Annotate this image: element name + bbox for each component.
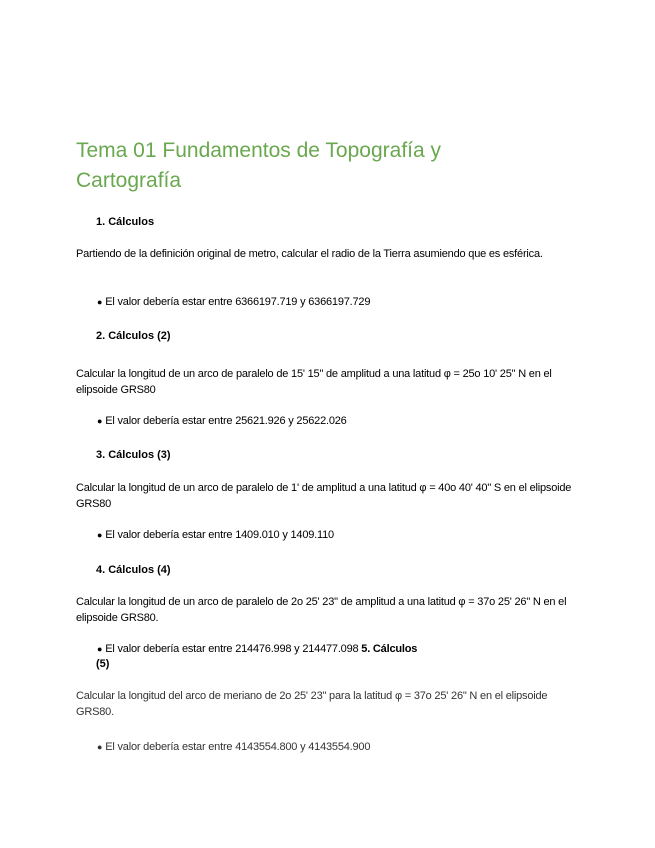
section-heading-1: 1. Cálculos [96,216,155,228]
bullet-icon: ● [97,297,103,307]
bullet-icon: ● [97,742,103,752]
answer-item-1 [97,294,567,310]
answer-text-4: El valor debería estar entre 214476.998 y 214477.098 [105,643,359,655]
answer-item-3 [97,527,567,543]
answer-text-2: El valor debería estar entre 25621.926 y 25622.026 [105,415,347,427]
answer-text-1: El valor debería estar entre 6366197.719 y 6366197.729 [105,296,371,308]
section-body-1: Partiendo de la definición original de metro, calcular el radio de la Tierra asumiendo que es esférica. [76,248,543,260]
answer-item-4 [97,641,567,657]
section-heading-5-line1: 5. Cálculos [361,643,418,655]
section-heading-3: 3. Cálculos (3) [96,449,171,461]
section-body-3: Calcular la longitud de un arco de paralelo de 1' de amplitud a una latitud φ = 40o 40' 40" S en el elipsoide GRS80 [76,482,572,510]
section-body-2: Calcular la longitud de un arco de paralelo de 15' 15" de amplitud a una latitud φ = 25o 10' 25" N en el elipsoide GRS80 [76,368,552,396]
bullet-icon: ● [97,644,103,654]
section-heading-5-line2: (5) [96,658,110,670]
answer-text-3: El valor debería estar entre 1409.010 y 1409.110 [105,529,334,541]
document-title: Tema 01 Fundamentos de Topografía y Cartografía [76,139,442,192]
section-body-5: Calcular la longitud del arco de meriano de 2o 25' 23" para la latitud φ = 37o 25' 26" N en el elipsoide GRS80. [76,690,548,718]
section-body-4: Calcular la longitud de un arco de paralelo de 2o 25' 23" de amplitud a una latitud φ = 37o 25' 26" N en el elipsoide GRS80. [76,596,567,624]
answer-item-2 [97,413,567,429]
answer-item-5 [97,739,567,755]
section-heading-2: 2. Cálculos (2) [96,330,171,342]
bullet-icon: ● [97,530,103,540]
section-heading-4: 4. Cálculos (4) [96,564,171,576]
bullet-icon: ● [97,416,103,426]
answer-text-5: El valor debería estar entre 4143554.800 y 4143554.900 [105,741,371,753]
